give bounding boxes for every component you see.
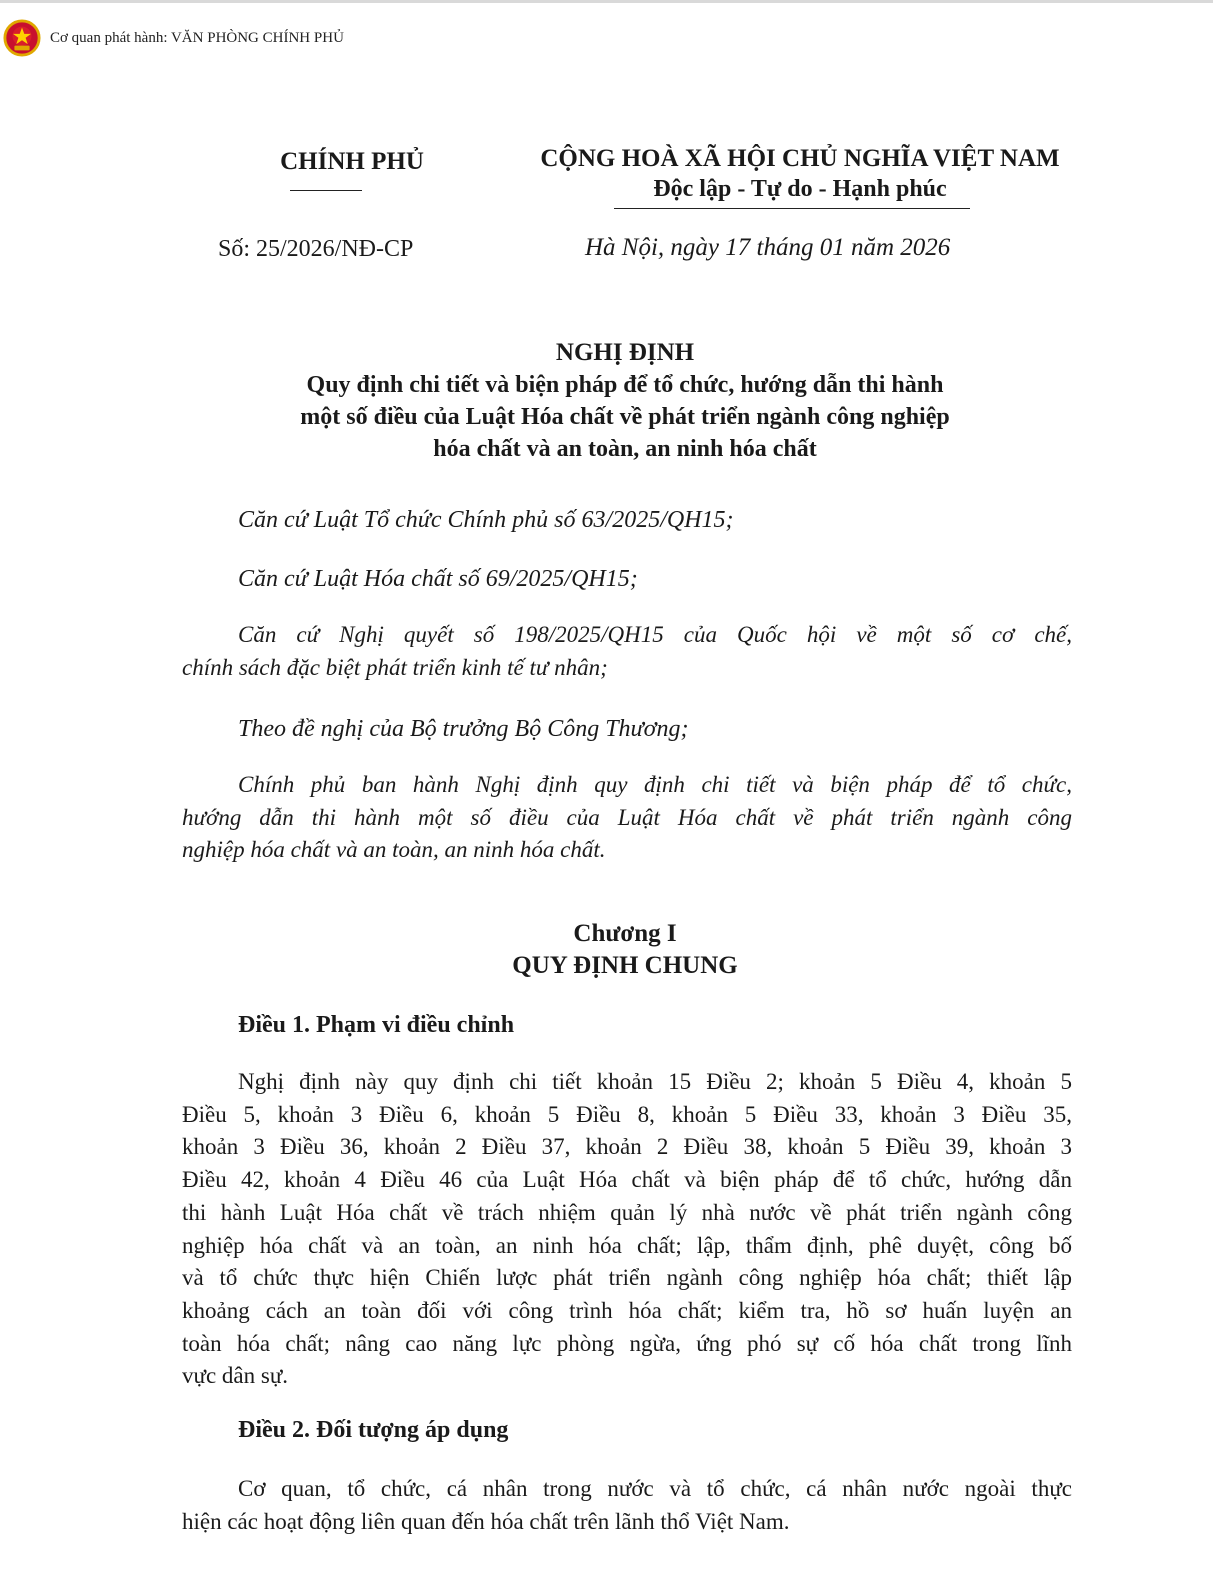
- body-line: thi hành Luật Hóa chất về trách nhiệm quản lý nhà nước về phát triển ngành công: [182, 1199, 1072, 1225]
- issuer-text: Cơ quan phát hành: VĂN PHÒNG CHÍNH PHỦ: [50, 29, 344, 46]
- document-type: NGHỊ ĐỊNH: [555, 339, 695, 366]
- body-line: Điều 42, khoản 4 Điều 46 của Luật Hóa chất và biện pháp để tổ chức, hướng dẫn: [182, 1167, 1072, 1193]
- agency-underline: [290, 190, 362, 191]
- body-line: vực dân sự.: [182, 1363, 289, 1389]
- body-line: và tổ chức thực hiện Chiến lược phát triển ngành công nghiệp hóa chất; thiết lập: [182, 1265, 1072, 1291]
- body-line: nghiệp hóa chất và an toàn, an ninh hóa chất; lập, thẩm định, phê duyệt, công bố: [182, 1232, 1072, 1258]
- basis-4: Theo đề nghị của Bộ trưởng Bộ Công Thương;: [238, 716, 689, 742]
- country-name: CỘNG HOÀ XÃ HỘI CHỦ NGHĨA VIỆT NAM: [540, 145, 1060, 172]
- body-line: hiện các hoạt động liên quan đến hóa chất trên lãnh thổ Việt Nam.: [182, 1508, 790, 1534]
- basis-line: hướng dẫn thi hành một số điều của Luật Hóa chất về phát triển ngành công: [182, 804, 1072, 830]
- basis-line: Chính phủ ban hành Nghị định quy định chi tiết và biện pháp để tổ chức,: [238, 772, 1072, 797]
- body-line: khoản 3 Điều 36, khoản 2 Điều 37, khoản 2 Điều 38, khoản 5 Điều 39, khoản 3: [182, 1134, 1072, 1160]
- basis-5: [182, 769, 1072, 867]
- article-1-title: Điều 1. Phạm vi điều chỉnh: [238, 1012, 515, 1038]
- article-2-title: Điều 2. Đối tượng áp dụng: [238, 1417, 509, 1443]
- basis-line: chính sách đặc biệt phát triển kinh tế tư nhân;: [182, 654, 608, 680]
- basis-3: [182, 619, 1072, 684]
- national-emblem-icon: [3, 19, 41, 57]
- body-line: Điều 5, khoản 3 Điều 6, khoản 5 Điều 8, khoản 5 Điều 33, khoản 3 Điều 35,: [182, 1101, 1072, 1127]
- article-2-body: [182, 1473, 1072, 1538]
- agency-name: CHÍNH PHỦ: [280, 148, 424, 175]
- basis-line: nghiệp hóa chất và an toàn, an ninh hóa chất.: [182, 837, 606, 863]
- top-border: [0, 0, 1213, 3]
- chapter-number: Chương I: [573, 920, 677, 947]
- issuer-bar: [0, 18, 344, 58]
- document-number: Số: 25/2026/NĐ-CP: [218, 236, 414, 262]
- national-motto: Độc lập - Tự do - Hạnh phúc: [653, 176, 947, 202]
- chapter-name: QUY ĐỊNH CHUNG: [512, 952, 738, 979]
- title-line: hóa chất và an toàn, an ninh hóa chất: [433, 436, 817, 462]
- chapter-heading: [400, 918, 850, 982]
- body-line: Nghị định này quy định chi tiết khoản 15 Điều 2; khoản 5 Điều 4, khoản 5: [238, 1069, 1072, 1094]
- body-line: khoảng cách an toàn đối với công trình hóa chất; kiểm tra, hồ sơ huấn luyện an: [182, 1297, 1072, 1323]
- title-line: Quy định chi tiết và biện pháp để tổ chức, hướng dẫn thi hành: [306, 372, 944, 398]
- basis-2: Căn cứ Luật Hóa chất số 69/2025/QH15;: [238, 566, 638, 592]
- state-header: [510, 143, 1090, 205]
- place-date: Hà Nội, ngày 17 tháng 01 năm 2026: [585, 234, 951, 261]
- body-line: toàn hóa chất; nâng cao năng lực phòng ngừa, ứng phó sự cố hóa chất trong lĩnh: [182, 1330, 1072, 1356]
- basis-1: Căn cứ Luật Tổ chức Chính phủ số 63/2025/QH15;: [238, 507, 734, 533]
- motto-underline: [614, 208, 970, 209]
- basis-line: Căn cứ Nghị quyết số 198/2025/QH15 của Quốc hội về một số cơ chế,: [238, 622, 1072, 647]
- document-title: [200, 337, 1050, 465]
- article-1-body: [182, 1066, 1072, 1393]
- body-line: Cơ quan, tổ chức, cá nhân trong nước và tổ chức, cá nhân nước ngoài thực: [238, 1476, 1072, 1501]
- title-line: một số điều của Luật Hóa chất về phát triển ngành công nghiệp: [300, 404, 950, 430]
